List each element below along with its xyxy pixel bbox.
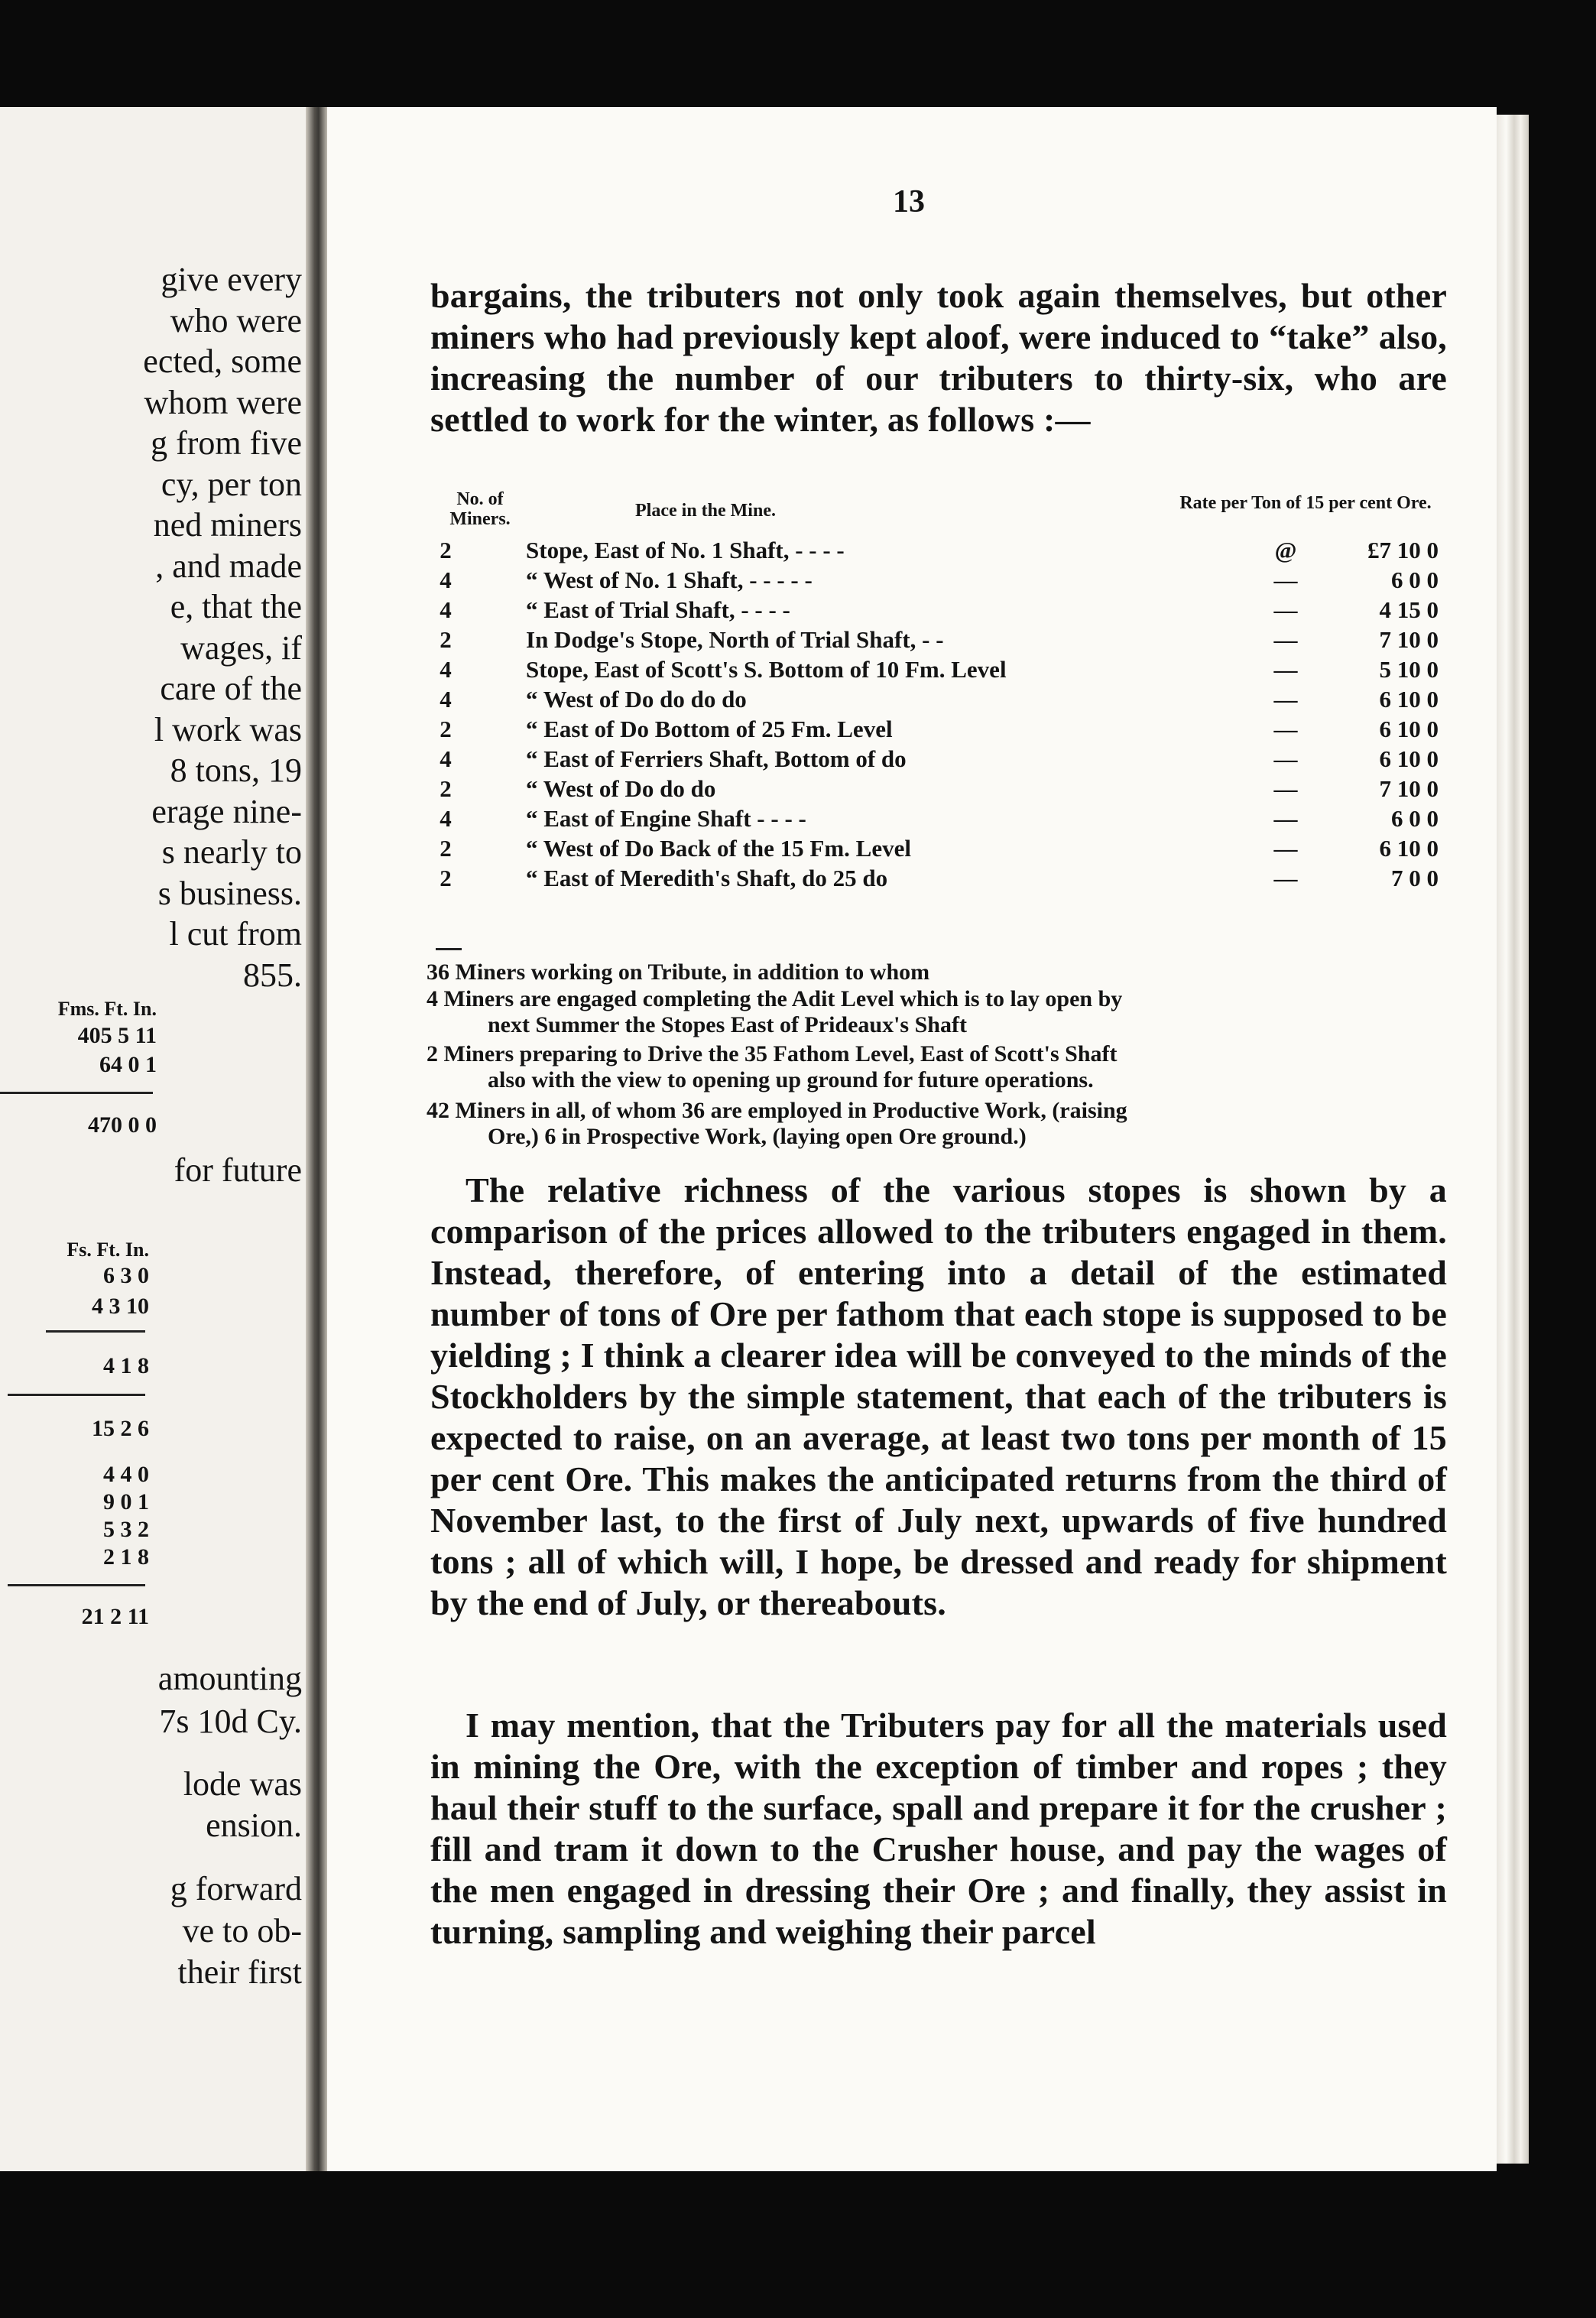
left-table2-row: 9 0 1 <box>103 1489 149 1514</box>
rate-marker: — <box>1273 626 1298 653</box>
rate-value: 7 0 0 <box>1391 865 1439 891</box>
left-table1-rule <box>0 1092 153 1094</box>
left-table1-row: 405 5 11 <box>77 1023 157 1048</box>
miners-count: 4 <box>440 567 452 593</box>
place-in-mine: “ East of Trial Shaft, - - - - <box>526 596 790 623</box>
rate-value: 6 10 0 <box>1379 835 1439 862</box>
left-page-line: s nearly to <box>161 833 302 871</box>
place-in-mine: “ East of Do Bottom of 25 Fm. Level <box>526 716 893 742</box>
left-table2-header: Fs. Ft. In. <box>66 1239 149 1261</box>
miners-count: 2 <box>440 537 452 563</box>
left-table2-subtotal: 4 1 8 <box>103 1353 149 1378</box>
summary-lead: 2 Miners preparing to Drive the 35 Fathom Level, East of Scott's Shaft <box>427 1041 1118 1066</box>
left-page-line: their first <box>177 1953 302 1991</box>
miners-count: 2 <box>440 626 452 653</box>
left-page-line: wages, if <box>180 628 302 667</box>
left-table2-rule <box>46 1330 145 1333</box>
left-page-line: ned miners <box>153 506 302 544</box>
place-in-mine: Stope, East of No. 1 Shaft, - - - - <box>526 537 845 563</box>
miners-count: 4 <box>440 745 452 772</box>
place-in-mine: “ West of Do do do <box>526 775 716 802</box>
rate-marker: — <box>1273 805 1298 832</box>
place-in-mine: In Dodge's Stope, North of Trial Shaft, - - <box>526 626 944 653</box>
tribute-row <box>427 804 1451 833</box>
rate-value: 6 0 0 <box>1391 567 1439 593</box>
rate-value: 6 0 0 <box>1391 805 1439 832</box>
right-page <box>327 107 1497 2171</box>
rate-marker: — <box>1273 686 1298 713</box>
summary-line <box>427 959 1451 985</box>
paragraph-richness <box>430 1170 1447 1624</box>
tribute-row <box>427 625 1451 654</box>
tribute-table <box>427 535 1451 893</box>
rate-value: 6 10 0 <box>1379 686 1439 713</box>
left-page-line: l cut from <box>169 915 302 953</box>
place-in-mine: “ East of Meredith's Shaft, do 25 do <box>526 865 888 891</box>
rate-marker: — <box>1273 567 1298 593</box>
left-table2-row: 4 3 10 <box>92 1294 149 1319</box>
left-page-line: whom were <box>144 383 302 421</box>
left-table1-total: 470 0 0 <box>88 1112 157 1138</box>
paragraph-text: The relative richness of the various stopes is shown by a comparison of the prices allowed to the tributers engaged in them. Instead, therefore, of entering into a detail of the estimated number of tons of Ore per fathom that each stope is supposed to be yielding ; I think a clearer idea will be conveyed to the minds of the Stockholders by the simple statement, that each of the tributers is expected to raise, on an average, at least two tons per month of 15 per cent Ore. This makes the anticipated returns from the third of November last, to the first of July next, upwards of five hundred tons ; all of which will, I hope, be dressed and ready for shipment by the end of July, or thereabouts. <box>430 1170 1447 1622</box>
left-table2-rule <box>8 1584 145 1586</box>
miners-total-rule <box>436 948 462 950</box>
left-table2-rule <box>8 1394 145 1396</box>
summary-line <box>427 1041 1451 1093</box>
summary-continuation: also with the view to opening up ground for future operations. <box>488 1067 1094 1092</box>
left-table2-row: 5 3 2 <box>103 1517 149 1542</box>
left-page-line: care of the <box>160 670 302 707</box>
rate-value: £7 10 0 <box>1367 537 1439 563</box>
left-table2-row: 2 1 8 <box>103 1544 149 1570</box>
summary-lead: 42 Miners in all, of whom 36 are employed in Productive Work, (raising <box>427 1098 1127 1123</box>
intro-text: bargains, the tributers not only took again themselves, but other miners who had previously kept aloof, were induced to “take” also, increasing the number of our tributers to thirty-six, who are settled to work for the winter, as follows :— <box>430 276 1447 439</box>
rate-value: 6 10 0 <box>1379 716 1439 742</box>
rate-marker: @ <box>1274 537 1297 563</box>
paragraph-tributers <box>430 1705 1447 1953</box>
summary-lead: 4 Miners are engaged completing the Adit Level which is to lay open by <box>427 986 1123 1011</box>
rate-value: 7 10 0 <box>1379 626 1439 653</box>
tribute-row <box>427 684 1451 714</box>
place-in-mine: Stope, East of Scott's S. Bottom of 10 Fm. Level <box>526 656 1007 683</box>
rate-marker: — <box>1273 656 1298 683</box>
left-table1-header: Fms. Ft. In. <box>57 998 157 1020</box>
left-page-line: 855. <box>243 956 302 994</box>
left-page-line: l work was <box>154 710 302 748</box>
left-page-line: amounting <box>157 1660 302 1697</box>
rate-marker: — <box>1273 596 1298 623</box>
tribute-row <box>427 654 1451 684</box>
place-in-mine: “ West of Do do do do <box>526 686 747 713</box>
summary-lead: 36 Miners working on Tribute, in addition to whom <box>427 959 930 985</box>
place-in-mine: “ East of Engine Shaft - - - - <box>526 805 806 832</box>
miners-count: 2 <box>440 716 452 742</box>
tribute-row <box>427 774 1451 804</box>
left-page-line: e, that the <box>170 588 302 625</box>
left-table2-row: 6 3 0 <box>103 1263 149 1288</box>
left-table1-row: 64 0 1 <box>99 1052 157 1077</box>
left-page-line: g from five <box>151 424 302 462</box>
left-page-line: for future <box>174 1151 302 1189</box>
rate-marker: — <box>1273 775 1298 802</box>
place-in-mine: “ West of No. 1 Shaft, - - - - - <box>526 567 813 593</box>
place-in-mine: “ East of Ferriers Shaft, Bottom of do <box>526 745 907 772</box>
place-in-mine: “ West of Do Back of the 15 Fm. Level <box>526 835 911 862</box>
left-page-line: give every <box>161 261 302 298</box>
left-page-line: 8 tons, 19 <box>170 752 302 789</box>
left-page-line: s business. <box>157 874 302 912</box>
left-table2-row: 4 4 0 <box>103 1462 149 1487</box>
book-gutter <box>306 107 327 2171</box>
rate-value: 4 15 0 <box>1379 596 1439 623</box>
miners-count: 4 <box>440 656 452 683</box>
left-page-line: cy, per ton <box>161 465 302 503</box>
rate-marker: — <box>1273 865 1298 891</box>
rate-marker: — <box>1273 745 1298 772</box>
left-page-line: erage nine- <box>151 792 302 830</box>
tribute-row <box>427 595 1451 625</box>
rate-marker: — <box>1273 716 1298 742</box>
rate-marker: — <box>1273 835 1298 862</box>
tribute-row <box>427 833 1451 863</box>
left-page-line: , and made <box>155 547 302 585</box>
rate-value: 6 10 0 <box>1379 745 1439 772</box>
left-page-line: 7s 10d Cy. <box>159 1703 302 1740</box>
left-page-line: ension. <box>206 1807 302 1844</box>
rate-value: 5 10 0 <box>1379 656 1439 683</box>
col-header-rate: Rate per Ton of 15 per cent Ore. <box>1179 493 1432 513</box>
left-page-line: lode was <box>183 1765 302 1803</box>
left-table2-mid: 15 2 6 <box>92 1416 149 1441</box>
left-page-line: who were <box>170 301 302 339</box>
left-page-line: g forward <box>170 1870 302 1907</box>
tribute-row <box>427 565 1451 595</box>
miners-count: 2 <box>440 775 452 802</box>
miners-count: 4 <box>440 686 452 713</box>
col-header-place: Place in the Mine. <box>635 501 776 521</box>
summary-line <box>427 1098 1451 1150</box>
rate-value: 7 10 0 <box>1379 775 1439 802</box>
miners-count: 2 <box>440 835 452 862</box>
intro-paragraph <box>430 275 1447 440</box>
miners-count: 4 <box>440 805 452 832</box>
tribute-row <box>427 863 1451 893</box>
summary-line <box>427 986 1451 1038</box>
miners-count: 2 <box>440 865 452 891</box>
tribute-row <box>427 535 1451 565</box>
left-page-line: ected, some <box>143 343 302 380</box>
summary-continuation: Ore,) 6 in Prospective Work, (laying open Ore ground.) <box>488 1124 1027 1149</box>
miners-count: 4 <box>440 596 452 623</box>
left-facing-page <box>0 107 317 2171</box>
page-edges <box>1497 115 1529 2164</box>
col-header-miners: No. of Miners. <box>449 489 511 529</box>
summary-continuation: next Summer the Stopes East of Prideaux's Shaft <box>488 1012 967 1037</box>
tribute-row <box>427 744 1451 774</box>
left-table2-total: 21 2 11 <box>81 1604 149 1629</box>
paragraph-text: I may mention, that the Tributers pay for all the materials used in mining the Ore, with the exception of timber and ropes ; they haul their stuff to the surface, spall and prepare it for the crusher ; fill and tram it down to the Crusher house, and pay the wages of the men engaged in dressing their Ore ; and finally, they assist in turning, sampling and weighing their parcel <box>430 1706 1447 1951</box>
tribute-row <box>427 714 1451 744</box>
left-page-line: ve to ob- <box>182 1912 302 1950</box>
page-number: 13 <box>893 184 925 219</box>
tribute-table-body <box>427 535 1451 893</box>
